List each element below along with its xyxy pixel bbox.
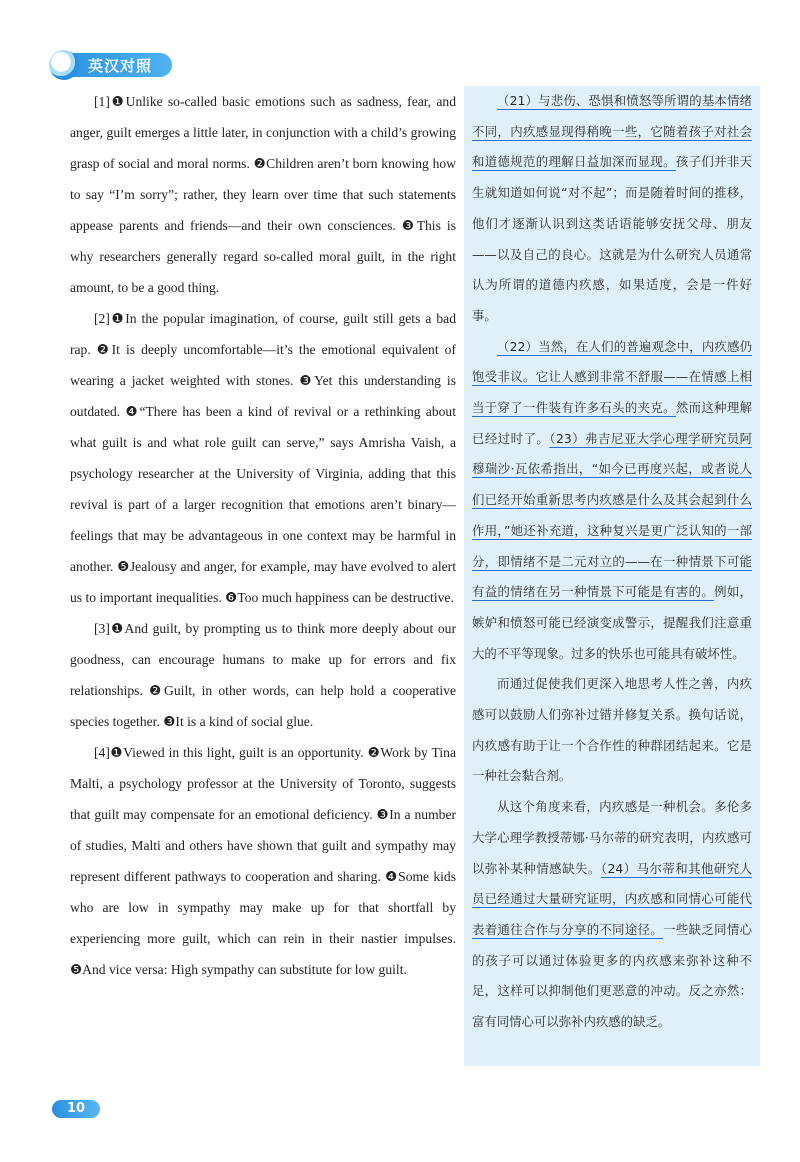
section-badge-label: 英汉对照 xyxy=(88,57,153,75)
translation-22: （22）当然，在人们的普遍观念中，内疚感仍饱受非议。它让人感到非常不舒服——在情感上相当于穿了一件装有许多石头的夹克。 xyxy=(472,338,752,416)
chinese-column xyxy=(464,86,760,1066)
english-paragraph-4: [4]❶Viewed in this light, guilt is an opportunity. ❷Work by Tina Malti, a psychology professor at the University of Toronto, suggests that guilt may compensate for an emotional deficiency. ❸In a number of studies, Malti and others have shown that guilt and sympathy may represent different pathways to cooperation and sharing. ❹Some kids who are low in sympathy may make up for that shortfall by experiencing more guilt, which can rein in their nastier impulses. ❺And vice versa: High sympathy can substitute for low guilt. xyxy=(70,745,456,977)
chinese-text: 然而这种理解已经过时了。 xyxy=(472,400,753,446)
translation-23: （23）弗吉尼亚大学心理学研究员阿穆瑞沙·瓦依希指出，“如今已再度兴起，或者说人们已经开始重新思考内疚感是什么及其会起到什么作用，”她还补充道，这种复兴是更广泛认知的一部分，即情绪不是二元对立的——在一种情景下可能有益的情绪在另一种情景下可能是有害的。 xyxy=(472,430,752,600)
page-number: 10 xyxy=(52,1100,100,1118)
chinese-text: 孩子们并非天生就知道如何说“对不起”；而是随着时间的推移，他们才逐渐认识到这类话语能够安抚父母、朋友——以及自己的良心。这就是为什么研究人员通常认为所谓的道德内疚感，如果适度，会是一件好事。 xyxy=(472,154,753,323)
chinese-paragraph-3: 而通过促使我们更深入地思考人性之善，内疚感可以鼓励人们弥补过错并修复关系。换句话说，内疚感有助于让一个合作性的种群团结起来。它是一种社会黏合剂。 xyxy=(472,676,752,784)
english-paragraph-3: [3]❶And guilt, by prompting us to think more deeply about our goodness, can encourage humans to make up for errors and fix relationships. ❷Guilt, in other words, can help hold a cooperative species together. ❸It is a kind of social glue. xyxy=(70,621,456,729)
translation-21: （21）与悲伤、恐惧和愤怒等所谓的基本情绪不同，内疚感显现得稍晚一些，它随着孩子对社会和道德规范的理解日益加深而显现。 xyxy=(472,93,752,170)
chinese-text: 例如，嫉妒和愤怒可能已经演变成警示，提醒我们注意重大的不平等现象。过多的快乐也可能具有破坏性。 xyxy=(472,584,753,661)
chinese-paragraph-2 xyxy=(472,332,752,670)
english-column xyxy=(70,86,456,985)
chinese-text: 一些缺乏同情心的孩子可以通过体验更多的内疚感来弥补这种不足，这样可以抑制他们更恶意的冲动。反之亦然：富有同情心可以弥补内疚感的缺乏。 xyxy=(472,921,753,1030)
section-badge xyxy=(52,53,172,77)
chinese-paragraph-1 xyxy=(472,86,752,332)
translation-24: （24）马尔蒂和其他研究人员已经通过大量研究证明，内疚感和同情心可能代表着通往合作与分享的不同途径。 xyxy=(472,860,752,937)
chinese-paragraph-4 xyxy=(472,792,752,1038)
english-paragraph-1: [1]❶Unlike so-called basic emotions such as sadness, fear, and anger, guilt emerges a little later, in conjunction with a child’s growing grasp of social and moral norms. ❷Children aren’t born knowing how to say “I’m sorry”; rather, they learn over time that such statements appease parents and friends—and their own consciences. ❸This is why researchers generally regard so-called moral guilt, in the right amount, to be a good thing. xyxy=(70,94,456,295)
english-paragraph-2: [2]❶In the popular imagination, of course, guilt still gets a bad rap. ❷It is deeply uncomfortable—it’s the emotional equivalent of wearing a jacket weighted with stones. ❸Yet this understanding is outdated. ❹“There has been a kind of revival or a rethinking about what guilt is and what role guilt can serve,” says Amrisha Vaish, a psychology researcher at the University of Virginia, adding that this revival is part of a larger recognition that emotions aren’t binary—feelings that may be advantageous in one context may be harmful in another. ❺Jealousy and anger, for example, may have evolved to alert us to important inequalities. ❻Too much happiness can be destructive. xyxy=(70,311,456,605)
chinese-text: 从这个角度来看，内疚感是一种机会。多伦多大学心理学教授蒂娜·马尔蒂的研究表明，内疚感可以弥补某种情感缺失。 xyxy=(472,799,752,876)
magnifier-icon xyxy=(49,50,79,80)
